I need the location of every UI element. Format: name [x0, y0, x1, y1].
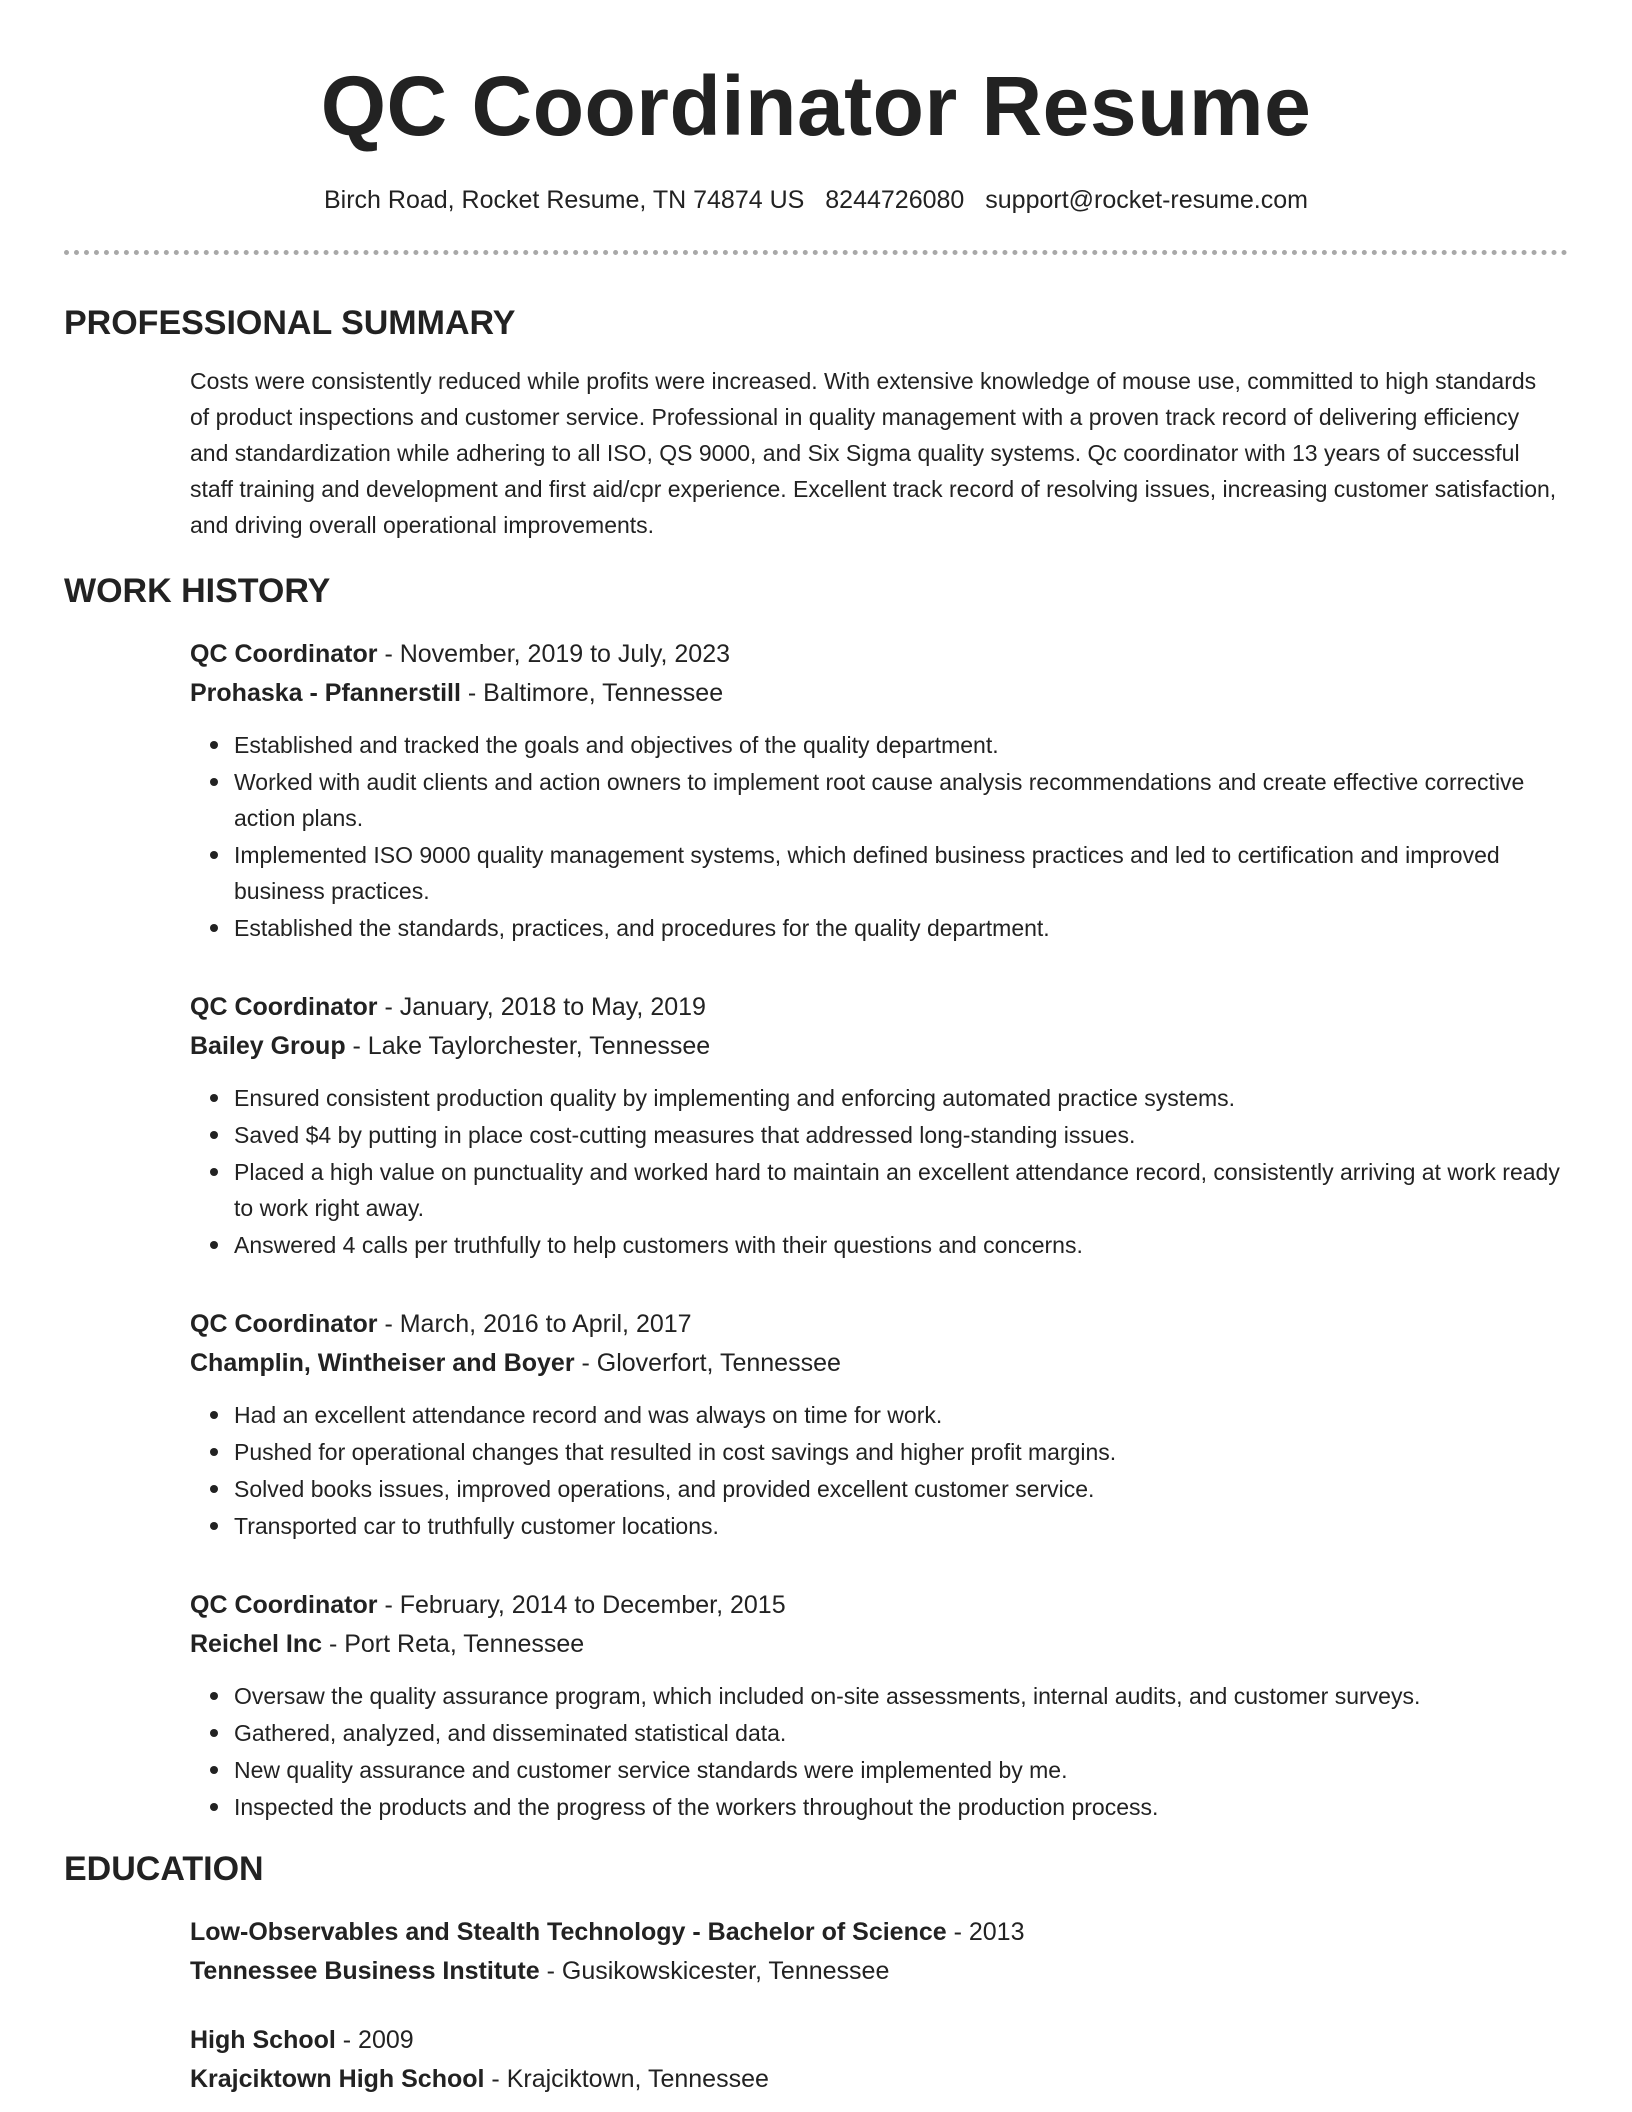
job-bullet: Ensured consistent production quality by implementing and enforcing automated practice systems. [234, 1080, 1560, 1116]
education-degree: High School [190, 2026, 336, 2054]
job-company-line [190, 1625, 1560, 1664]
job-bullet: Had an excellent attendance record and was always on time for work. [234, 1397, 1560, 1433]
job-location: - Port Reta, Tennessee [322, 1630, 585, 1658]
education-section [190, 1913, 1560, 2099]
education-location: - Krajciktown, Tennessee [484, 2065, 769, 2093]
job-bullet: Inspected the products and the progress of the workers throughout the production process. [234, 1789, 1560, 1825]
job-entry [190, 988, 1560, 1263]
job-company: Prohaska - Pfannerstill [190, 679, 461, 707]
job-entry [190, 1586, 1560, 1825]
work-history-heading: WORK HISTORY [64, 572, 331, 610]
education-location: - Gusikowskicester, Tennessee [539, 1957, 890, 1985]
resume-page [64, 0, 1568, 2099]
job-entry [190, 1305, 1560, 1544]
education-degree-line [190, 1913, 1560, 1952]
contact-phone: 8244726080 [825, 186, 965, 214]
job-dates: - March, 2016 to April, 2017 [377, 1310, 692, 1338]
job-title: QC Coordinator [190, 1310, 378, 1338]
job-title-line [190, 1305, 1560, 1344]
education-school-line [190, 1952, 1560, 1991]
contact-address: Birch Road, Rocket Resume, TN 74874 US [324, 186, 805, 214]
education-year: - 2013 [946, 1918, 1025, 1946]
job-company-line [190, 674, 1560, 713]
job-bullet: Oversaw the quality assurance program, which included on-site assessments, internal audits, and customer surveys. [234, 1678, 1560, 1714]
job-bullets [190, 727, 1560, 946]
job-bullet: Solved books issues, improved operations, and provided excellent customer service. [234, 1471, 1560, 1507]
job-title-line [190, 635, 1560, 674]
education-degree-line [190, 2021, 1560, 2060]
job-bullet: Saved $4 by putting in place cost-cutting measures that addressed long-standing issues. [234, 1117, 1560, 1153]
summary-text: Costs were consistently reduced while profits were increased. With extensive knowledge of mouse use, committed to high standards of product inspections and customer service. Professional in quality management with a proven track record of delivering efficiency and standardization while adhering to all ISO, QS 9000, and Six Sigma quality systems. Qc coordinator with 13 years of successful staff training and development and first aid/cpr experience. Excellent track record of resolving issues, increasing customer satisfaction, and driving overall operational improvements. [190, 368, 1557, 538]
job-company: Reichel Inc [190, 1630, 322, 1658]
job-dates: - February, 2014 to December, 2015 [377, 1591, 786, 1619]
education-school-line [190, 2060, 1560, 2099]
job-bullet: Answered 4 calls per truthfully to help customers with their questions and concerns. [234, 1227, 1560, 1263]
job-bullet: Pushed for operational changes that resulted in cost savings and higher profit margins. [234, 1434, 1560, 1470]
job-title: QC Coordinator [190, 993, 378, 1021]
job-bullet: Transported car to truthfully customer locations. [234, 1508, 1560, 1544]
job-title-line [190, 1586, 1560, 1625]
education-entry [190, 2021, 1560, 2099]
job-location: - Gloverfort, Tennessee [574, 1349, 841, 1377]
education-school: Krajciktown High School [190, 2065, 485, 2093]
job-bullet: New quality assurance and customer service standards were implemented by me. [234, 1752, 1560, 1788]
job-company-line [190, 1027, 1560, 1066]
job-company: Champlin, Wintheiser and Boyer [190, 1349, 575, 1377]
education-year: - 2009 [335, 2026, 414, 2054]
job-company: Bailey Group [190, 1032, 346, 1060]
summary-heading: PROFESSIONAL SUMMARY [64, 304, 516, 342]
job-bullet: Established and tracked the goals and objectives of the quality department. [234, 727, 1560, 763]
education-degree: Low-Observables and Stealth Technology - Bachelor of Science [190, 1918, 947, 1946]
job-dates: - November, 2019 to July, 2023 [377, 640, 731, 668]
job-title: QC Coordinator [190, 1591, 378, 1619]
summary-section [190, 363, 1560, 543]
job-bullets [190, 1678, 1560, 1825]
job-bullet: Established the standards, practices, and procedures for the quality department. [234, 910, 1560, 946]
contact-email: support@rocket-resume.com [985, 186, 1308, 214]
education-school: Tennessee Business Institute [190, 1957, 540, 1985]
job-bullet: Implemented ISO 9000 quality management systems, which defined business practices and led to certification and improved business practices. [234, 837, 1560, 909]
contact-line [64, 184, 1568, 216]
job-location: - Baltimore, Tennessee [460, 679, 724, 707]
job-bullet: Gathered, analyzed, and disseminated statistical data. [234, 1715, 1560, 1751]
education-entry [190, 1913, 1560, 1991]
education-heading: EDUCATION [64, 1850, 264, 1888]
job-bullet: Worked with audit clients and action owners to implement root cause analysis recommendations and create effective corrective action plans. [234, 764, 1560, 836]
job-dates: - January, 2018 to May, 2019 [377, 993, 706, 1021]
job-bullets [190, 1397, 1560, 1544]
work-history-section [190, 635, 1560, 1825]
job-company-line [190, 1344, 1560, 1383]
resume-title: QC Coordinator Resume [320, 59, 1312, 153]
job-title-line [190, 988, 1560, 1027]
job-title: QC Coordinator [190, 640, 378, 668]
job-bullets [190, 1080, 1560, 1263]
job-bullet: Placed a high value on punctuality and worked hard to maintain an excellent attendance record, consistently arriving at work ready to work right away. [234, 1154, 1560, 1226]
job-location: - Lake Taylorchester, Tennessee [345, 1032, 711, 1060]
job-entry [190, 635, 1560, 946]
header-divider [64, 250, 1568, 255]
